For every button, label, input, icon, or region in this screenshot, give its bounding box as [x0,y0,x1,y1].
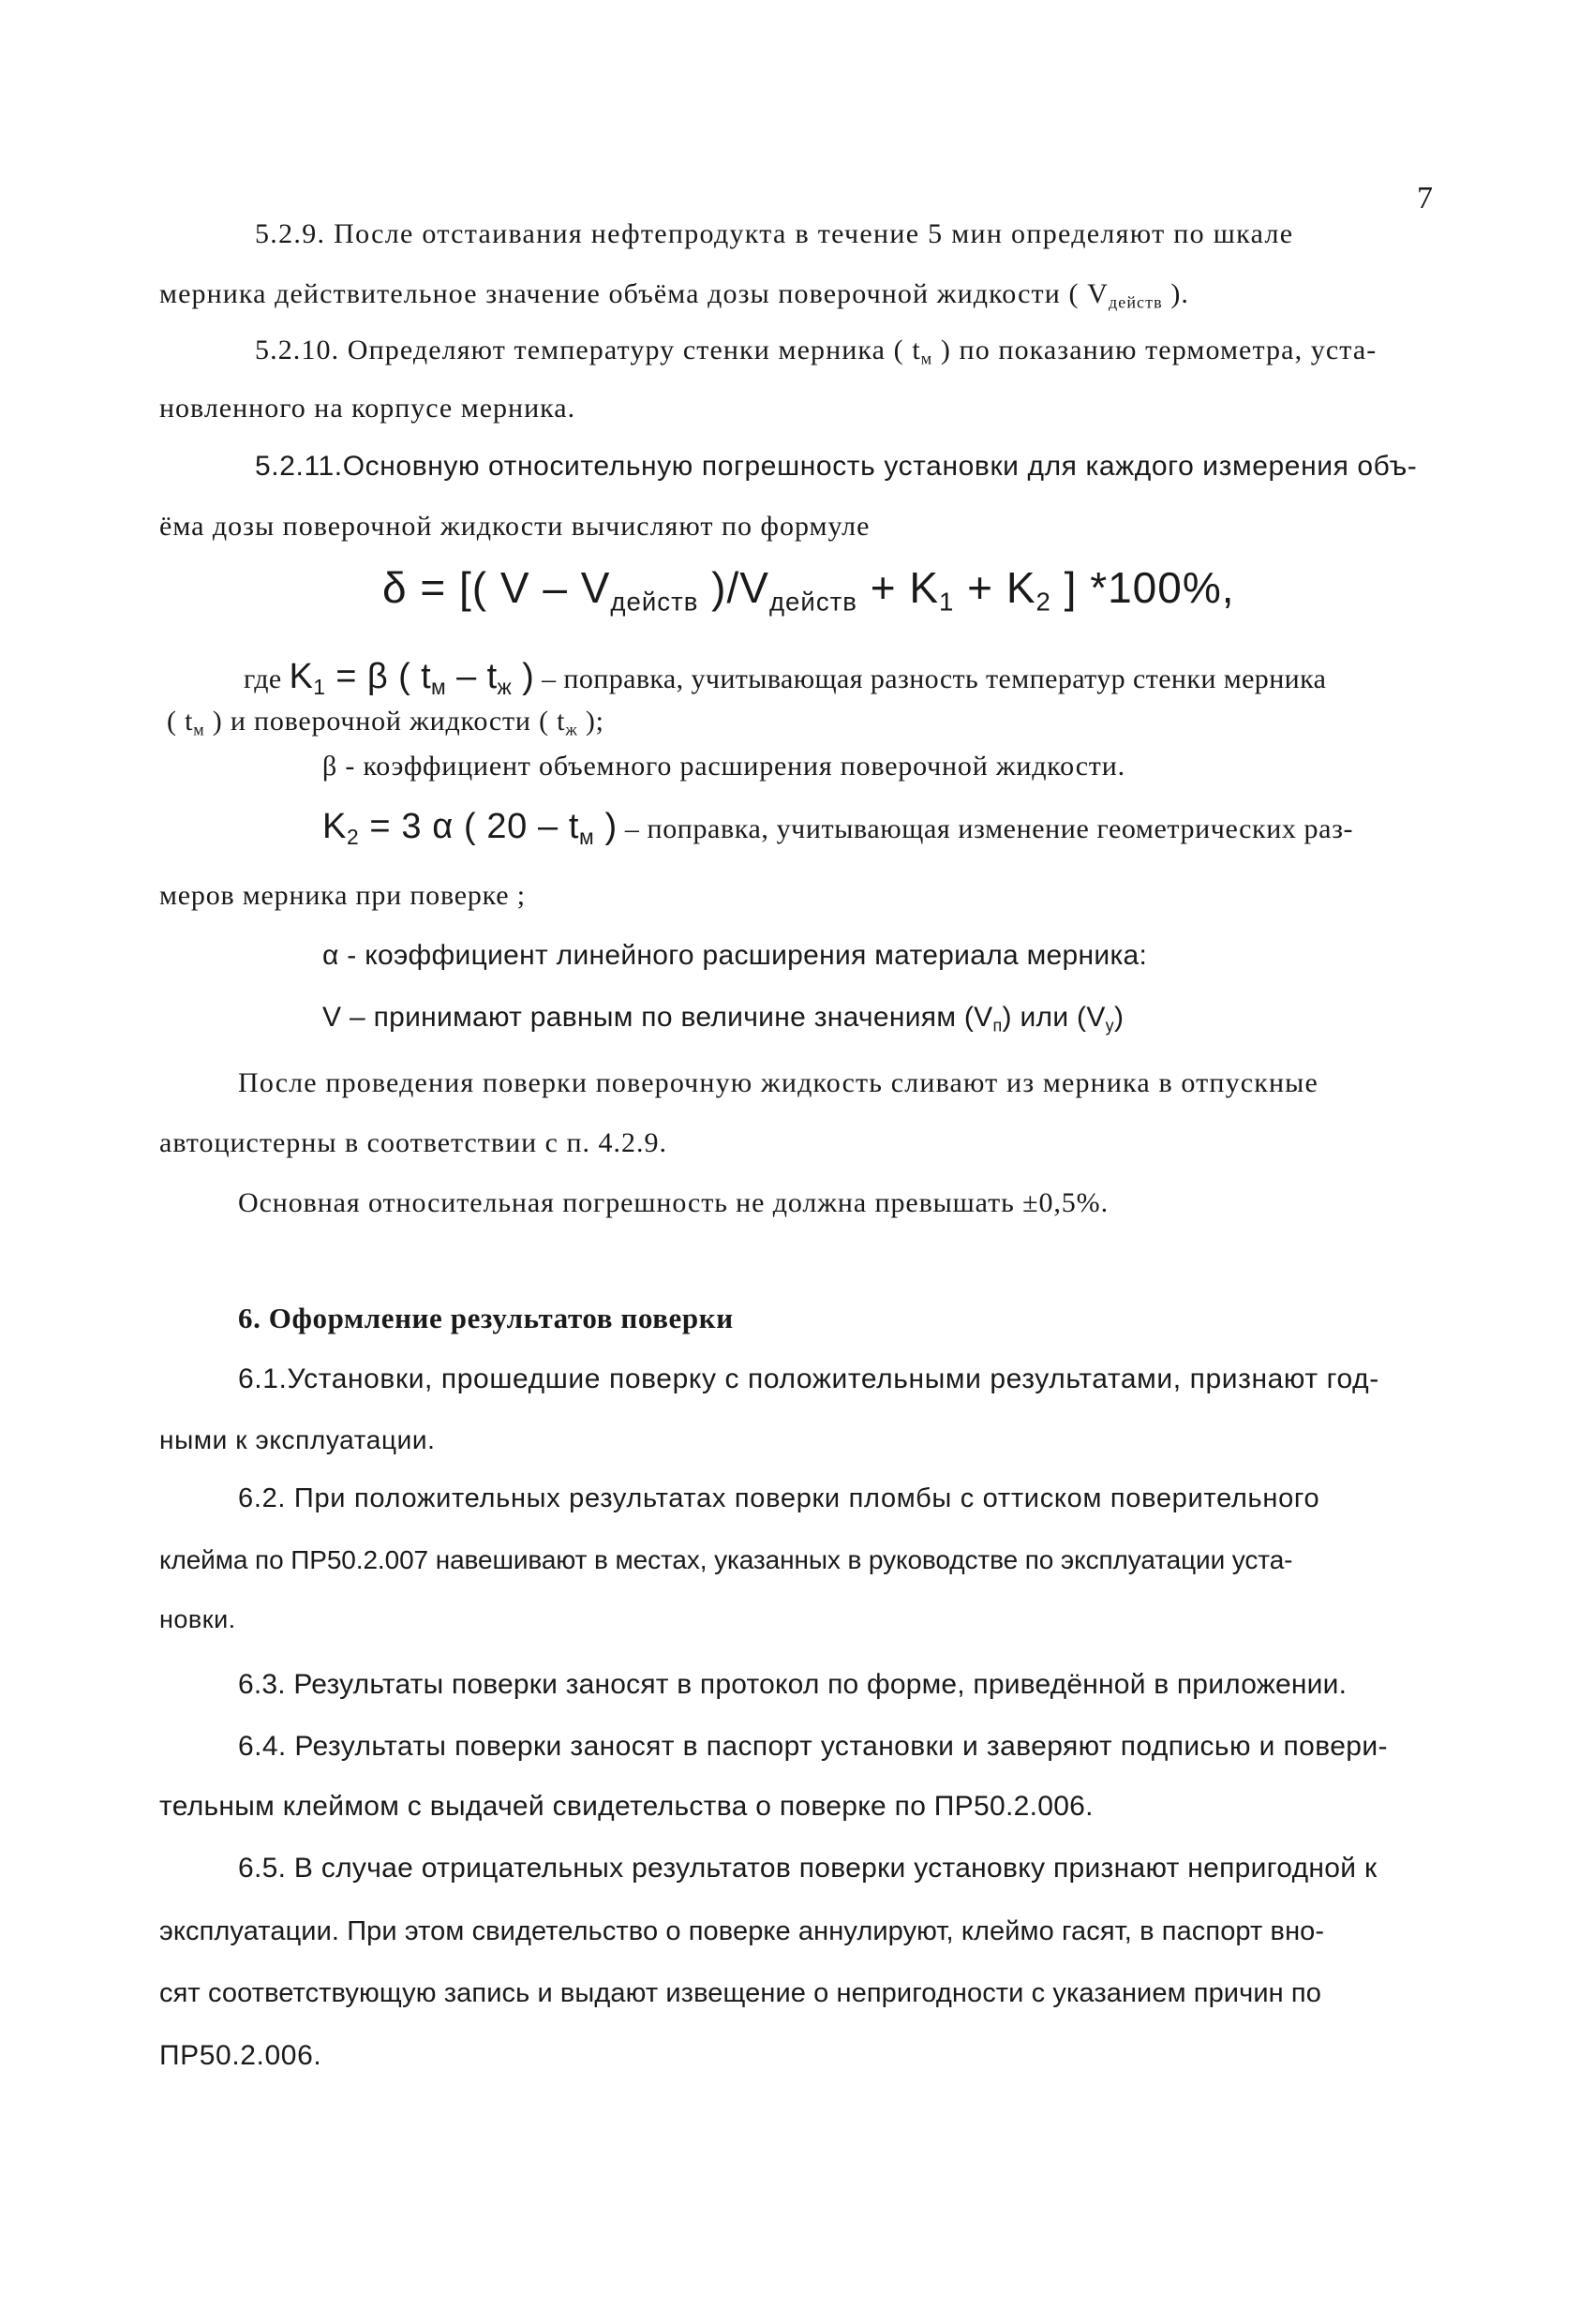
k2-line2: меров мерника при поверке ; [159,880,526,911]
para-6-5-line1: 6.5. В случае отрицательных результатов поверки установку признают непригодной к [238,1853,1378,1884]
subscript: действ [768,587,857,617]
where-k1-line [244,656,1326,699]
text: ) или (V [1002,1002,1106,1033]
para-6-2-line2: клейма по ПР50.2.007 навешивают в местах, указанных в руководстве по эксплуатации уста- [159,1545,1293,1574]
text: ) и поверочной жидкости ( t [204,706,566,737]
page-number: 7 [1417,181,1433,216]
subscript: м [920,349,933,368]
formula-part: ] *100%, [1050,563,1235,612]
para-5-2-9-line2 [159,277,1189,311]
alpha-definition: α - коэффициент линейного расширения материала мерника: [322,940,1148,971]
max-error-line: Основная относительная погрешность не должна превышать ±0,5%. [238,1187,1109,1218]
formula-k1 [289,657,535,699]
subscript: м [431,674,447,699]
para-6-4-line1: 6.4. Результаты поверки заносят в паспорт установки и заверяют подписью и повери- [238,1731,1388,1762]
subscript: действ [1108,292,1163,312]
k2-line [322,806,1353,849]
subscript: ж [497,674,513,699]
text: где [244,663,290,694]
subscript: м [579,824,595,849]
text: K [289,657,314,696]
para-6-5-line3: сят соответствующую запись и выдают извещение о непригодности с указанием причин по [159,1978,1321,2008]
formula-part: + K [954,563,1036,612]
text: 5.2.10. Определяют температуру стенки мерника ( t [255,335,921,365]
v-definition [322,1001,1124,1035]
text: ) по показанию термометра, уста- [932,335,1378,365]
after-verification-line1: После проведения поверки поверочную жидкость сливают из мерника в отпускные [238,1067,1318,1098]
para-6-3: 6.3. Результаты поверки заносят в протокол по форме, приведённой в приложении. [238,1669,1348,1700]
para-6-1-line1: 6.1.Установки, прошедшие поверку с положительными результатами, признают год- [238,1363,1379,1394]
para-5-2-9-line1: 5.2.9. После отстаивания нефтепродукта в течение 5 мин определяют по шкале [255,218,1294,249]
para-6-5-line4: ПР50.2.006. [159,2040,322,2071]
para-6-5-line2: эксплуатации. При этом свидетельство о поверке аннулируют, клеймо гасят, в паспорт вно- [159,1916,1325,1946]
formula-part: )/V [698,563,769,612]
para-6-2-line1: 6.2. При положительных результатах поверки пломбы с оттиском поверительного [238,1483,1320,1513]
subscript: у [1105,1016,1114,1035]
formula-part: + K [857,563,940,612]
text: ) [594,807,618,846]
text: ) [512,657,535,696]
para-6-4-line2: тельным клеймом с выдачей свидетельства о поверке по ПР50.2.006. [159,1791,1094,1822]
text: – поправка, учитывающая разность температур стенки мерника [534,663,1327,694]
subscript: 2 [1035,587,1051,617]
text: V – принимают равным по величине значениям (V [322,1002,993,1033]
text: = β ( t [325,657,432,696]
where-k1-line2 [167,705,604,738]
text: – поправка, учитывающая изменение геометрических раз- [617,813,1354,844]
subscript: 1 [939,587,955,617]
para-5-2-11-line1: 5.2.11.Основную относительную погрешность установки для каждого измерения объ- [255,451,1418,482]
text: ). [1162,278,1190,309]
beta-definition: β - коэффициент объемного расширения поверочной жидкости. [322,751,1125,782]
para-5-2-10-line2: новленного на корпусе мерника. [159,393,576,424]
subscript: 2 [346,824,360,849]
after-verification-line2: автоцистерны в соответствии с п. 4.2.9. [159,1127,668,1158]
section-6-heading: 6. Оформление результатов поверки [238,1302,734,1334]
text: ( t [167,706,194,737]
text: ) [1113,1002,1125,1033]
subscript: ж [565,720,578,739]
para-6-2-line3: новки. [159,1605,236,1633]
formula-k2 [322,807,618,849]
formula-delta [382,562,1235,617]
text: – t [446,657,498,696]
subscript: п [992,1016,1003,1035]
para-6-1-line2: ными к эксплуатации. [159,1425,436,1454]
subscript: м [193,720,205,739]
subscript: 1 [313,674,326,699]
subscript: действ [610,587,699,617]
formula-part: δ = [( V – V [382,563,611,612]
text: ); [577,706,604,737]
para-5-2-10-line1 [255,334,1377,367]
para-5-2-11-line2: ёма дозы поверочной жидкости вычисляют по формуле [159,511,871,542]
text: K [322,807,347,846]
text: мерника действительное значение объёма дозы поверочной жидкости ( V [159,278,1109,309]
text: = 3 α ( 20 – t [359,807,580,846]
